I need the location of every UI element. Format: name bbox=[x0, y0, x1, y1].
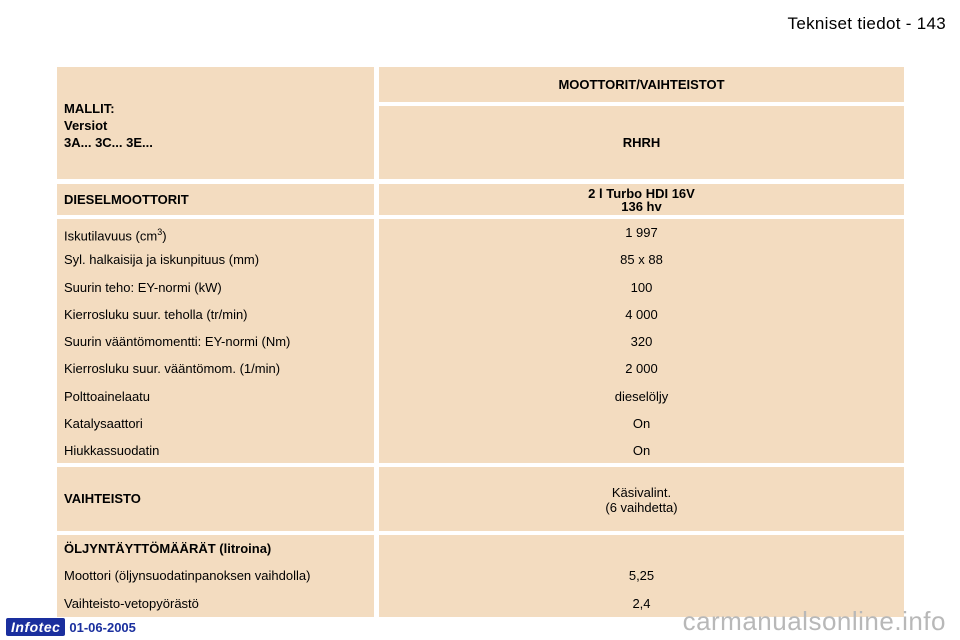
models-cell bbox=[57, 67, 374, 179]
spec-value: 1 997 bbox=[625, 225, 658, 240]
spec-label: Katalysaattori bbox=[64, 416, 143, 432]
infotec-logo: Infotec bbox=[6, 618, 65, 636]
spec-label: Syl. halkaisija ja iskunpituus (mm) bbox=[64, 252, 260, 268]
oil-row-value: 2,4 bbox=[632, 595, 651, 611]
gearbox-gears: (6 vaihdetta) bbox=[605, 500, 678, 515]
oil-row-label: Vaihteisto-vetopyörästö bbox=[64, 595, 199, 611]
spec-value: 85 x 88 bbox=[620, 252, 663, 268]
engines-gearboxes-header bbox=[379, 67, 904, 102]
oil-labels bbox=[57, 535, 374, 617]
spec-label: Suurin teho: EY-normi (kW) bbox=[64, 279, 222, 295]
code-value: RHRH bbox=[622, 135, 661, 150]
spec-label: Kierrosluku suur. vääntömom. (1/min) bbox=[64, 361, 281, 377]
page-title: Tekniset tiedot - 143 bbox=[787, 14, 946, 33]
models-label: MALLIT: bbox=[64, 101, 115, 116]
spec-value: 4 000 bbox=[625, 306, 658, 322]
footer-date: 01-06-2005 bbox=[69, 619, 136, 635]
spec-label: Hiukkassuodatin bbox=[64, 443, 160, 459]
versions-value: 3A... 3C... 3E... bbox=[64, 135, 153, 150]
diesel-label: DIESELMOOTTORIT bbox=[64, 192, 189, 207]
spec-value: 320 bbox=[630, 334, 653, 350]
diesel-engine-cell bbox=[379, 184, 904, 215]
specs-values bbox=[379, 219, 904, 463]
engine-name: 2 l Turbo HDI 16V bbox=[588, 186, 695, 201]
diesel-label-cell bbox=[57, 184, 374, 215]
spec-value: 100 bbox=[630, 279, 653, 295]
versions-label: Versiot bbox=[64, 118, 108, 133]
gearbox-value-cell bbox=[379, 467, 904, 531]
specs-labels bbox=[57, 219, 374, 463]
gearbox-label-cell bbox=[57, 467, 374, 531]
spec-value: 2 000 bbox=[625, 361, 658, 377]
spec-value: dieselöljy bbox=[614, 388, 669, 404]
gearbox-label: VAIHTEISTO bbox=[64, 491, 141, 506]
engine-power: 136 hv bbox=[621, 199, 662, 214]
spec-label: Kierrosluku suur. teholla (tr/min) bbox=[64, 306, 248, 322]
oil-row-value: 5,25 bbox=[628, 568, 655, 584]
gearbox-type: Käsivalint. bbox=[611, 485, 672, 500]
code-cell bbox=[379, 106, 904, 179]
spec-label: Polttoainelaatu bbox=[64, 388, 151, 404]
spec-value: On bbox=[632, 416, 651, 432]
oil-row-label: Moottori (öljynsuodatinpanoksen vaihdolla) bbox=[64, 568, 311, 584]
engines-gearboxes-label: MOOTTORIT/VAIHTEISTOT bbox=[558, 77, 725, 92]
oil-label: ÖLJYNTÄYTTÖMÄÄRÄT (litroina) bbox=[64, 541, 272, 556]
oil-spacer bbox=[379, 535, 904, 562]
watermark: carmanualsonline.info bbox=[682, 606, 946, 636]
footer bbox=[6, 618, 136, 636]
spec-value: On bbox=[632, 443, 651, 459]
spec-label: Iskutilavuus $(cm^3)$ bbox=[64, 227, 167, 244]
spec-label: Suurin vääntömomentti: EY-normi (Nm) bbox=[64, 334, 291, 350]
oil-values bbox=[379, 535, 904, 617]
